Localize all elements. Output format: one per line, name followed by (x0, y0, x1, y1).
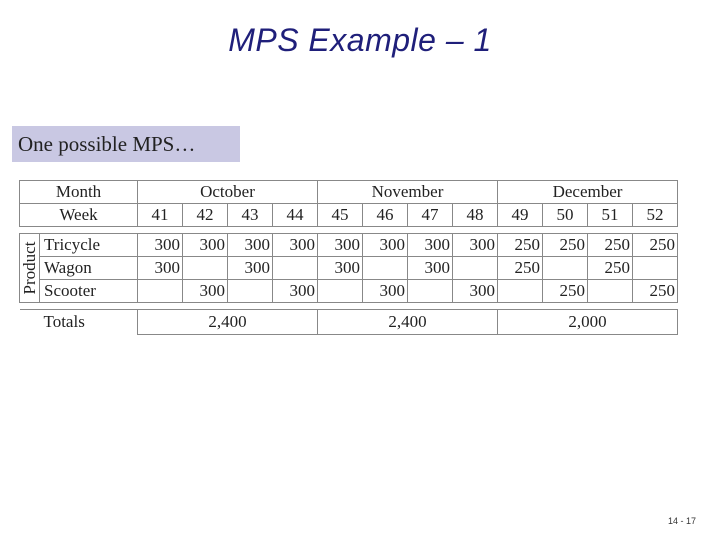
product-name: Tricycle (40, 234, 138, 257)
week-cell: 44 (273, 204, 318, 227)
table-cell: 250 (633, 234, 678, 257)
table-cell (498, 280, 543, 303)
mps-table (19, 180, 678, 335)
table-cell (318, 280, 363, 303)
product-axis-label (20, 234, 40, 303)
table-cell: 250 (498, 257, 543, 280)
table-cell: 300 (318, 234, 363, 257)
table-cell: 300 (453, 234, 498, 257)
table-cell: 300 (408, 257, 453, 280)
table-cell: 300 (138, 257, 183, 280)
table-cell: 250 (498, 234, 543, 257)
week-cell: 48 (453, 204, 498, 227)
table-cell (633, 257, 678, 280)
week-cell: 43 (228, 204, 273, 227)
total-december: 2,000 (498, 310, 678, 335)
table-cell: 300 (228, 234, 273, 257)
spacer-row (20, 303, 678, 310)
week-cell: 41 (138, 204, 183, 227)
month-october: October (138, 181, 318, 204)
month-december: December (498, 181, 678, 204)
table-cell (408, 280, 453, 303)
table-cell: 300 (138, 234, 183, 257)
subtitle-text: One possible MPS… (18, 132, 196, 156)
spacer-row (20, 227, 678, 234)
table-cell (588, 280, 633, 303)
table-row (20, 280, 678, 303)
table-cell (543, 257, 588, 280)
table-cell: 300 (453, 280, 498, 303)
table-cell: 250 (588, 234, 633, 257)
week-cell: 49 (498, 204, 543, 227)
table-cell (363, 257, 408, 280)
table-cell: 250 (543, 280, 588, 303)
product-name: Scooter (40, 280, 138, 303)
table-cell: 250 (543, 234, 588, 257)
table-cell: 300 (273, 234, 318, 257)
total-october: 2,400 (138, 310, 318, 335)
table-cell: 300 (408, 234, 453, 257)
table-cell (453, 257, 498, 280)
table-cell: 250 (633, 280, 678, 303)
week-cell: 45 (318, 204, 363, 227)
total-november: 2,400 (318, 310, 498, 335)
week-cell: 47 (408, 204, 453, 227)
table-cell (228, 280, 273, 303)
totals-label: Totals (40, 310, 138, 335)
table-cell: 300 (363, 280, 408, 303)
week-cell: 52 (633, 204, 678, 227)
week-cell: 46 (363, 204, 408, 227)
week-cell: 50 (543, 204, 588, 227)
table-cell: 300 (318, 257, 363, 280)
month-november: November (318, 181, 498, 204)
table-cell (273, 257, 318, 280)
totals-row (20, 310, 678, 335)
table-cell: 300 (228, 257, 273, 280)
week-cell: 51 (588, 204, 633, 227)
month-header: Month (20, 181, 138, 204)
product-label: Product (19, 241, 39, 295)
table-cell: 300 (183, 234, 228, 257)
table-cell (183, 257, 228, 280)
table-cell: 300 (363, 234, 408, 257)
table-cell (138, 280, 183, 303)
table-cell: 300 (273, 280, 318, 303)
week-row (20, 204, 678, 227)
month-row (20, 181, 678, 204)
table-cell: 250 (588, 257, 633, 280)
product-name: Wagon (40, 257, 138, 280)
page-number: 14 - 17 (668, 516, 697, 526)
table-row (20, 257, 678, 280)
table-row (20, 234, 678, 257)
subtitle-box (12, 126, 240, 162)
week-header: Week (20, 204, 138, 227)
table-cell: 300 (183, 280, 228, 303)
week-cell: 42 (183, 204, 228, 227)
slide-title: MPS Example – 1 (228, 22, 492, 58)
